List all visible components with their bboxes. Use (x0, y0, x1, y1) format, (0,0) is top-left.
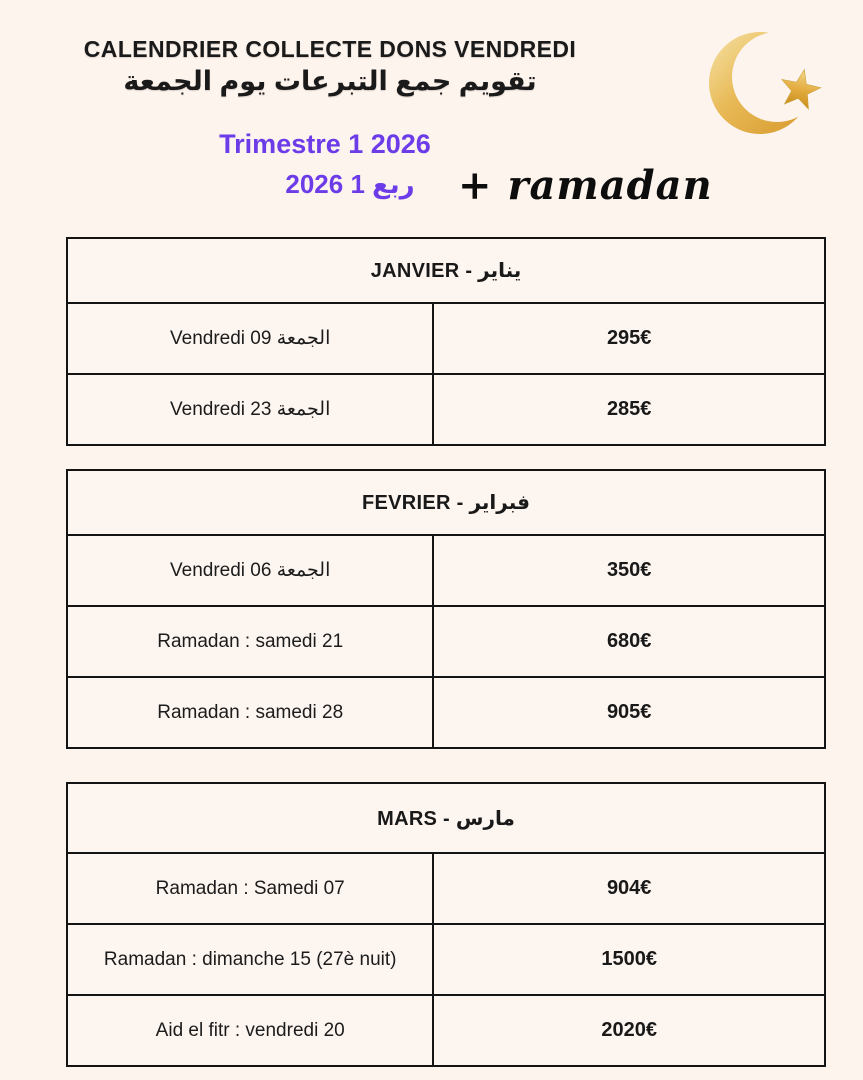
ramadan-annotation: + ramadan (458, 162, 713, 209)
table-row (68, 605, 824, 676)
row-label: Ramadan : samedi 21 (157, 630, 344, 652)
row-amount: 1500€ (432, 925, 824, 994)
month-table-janvier (66, 237, 826, 446)
row-amount: 2020€ (432, 996, 824, 1065)
row-label: Vendredi 09 الجمعة (170, 328, 331, 349)
month-table-fevrier (66, 469, 826, 749)
row-amount: 285€ (432, 375, 824, 444)
period-title-arabic: ربع 1 2026 (285, 169, 415, 199)
row-label: Vendredi 23 الجمعة (170, 399, 331, 420)
page-title: CALENDRIER COLLECTE DONS VENDREDI (83, 36, 577, 62)
row-label: Ramadan : samedi 28 (157, 701, 344, 723)
row-label: Ramadan : Samedi 07 (155, 877, 345, 899)
table-title: JANVIER - يناير (370, 260, 522, 282)
page-title-arabic: تقويم جمع التبرعات يوم الجمعة (123, 66, 537, 96)
table-row (68, 923, 824, 994)
row-amount: 350€ (432, 536, 824, 605)
row-amount: 905€ (432, 678, 824, 747)
month-table-mars (66, 782, 826, 1067)
crescent-moon-and-star-icon (700, 16, 840, 150)
table-row (68, 534, 824, 605)
row-amount: 904€ (432, 854, 824, 923)
table-title: MARS - مارس (377, 807, 515, 830)
row-label: Vendredi 06 الجمعة (170, 560, 331, 581)
row-amount: 295€ (432, 304, 824, 373)
table-row (68, 302, 824, 373)
table-row (68, 994, 824, 1065)
row-label: Aid el fitr : vendredi 20 (155, 1019, 345, 1041)
period-title: Trimestre 1 2026 (219, 129, 431, 159)
row-label: Ramadan : dimanche 15 (27è nuit) (103, 948, 397, 970)
table-row (68, 676, 824, 747)
table-row (68, 852, 824, 923)
table-title: FEVRIER - فبراير (362, 492, 530, 514)
table-row (68, 373, 824, 444)
row-amount: 680€ (432, 607, 824, 676)
